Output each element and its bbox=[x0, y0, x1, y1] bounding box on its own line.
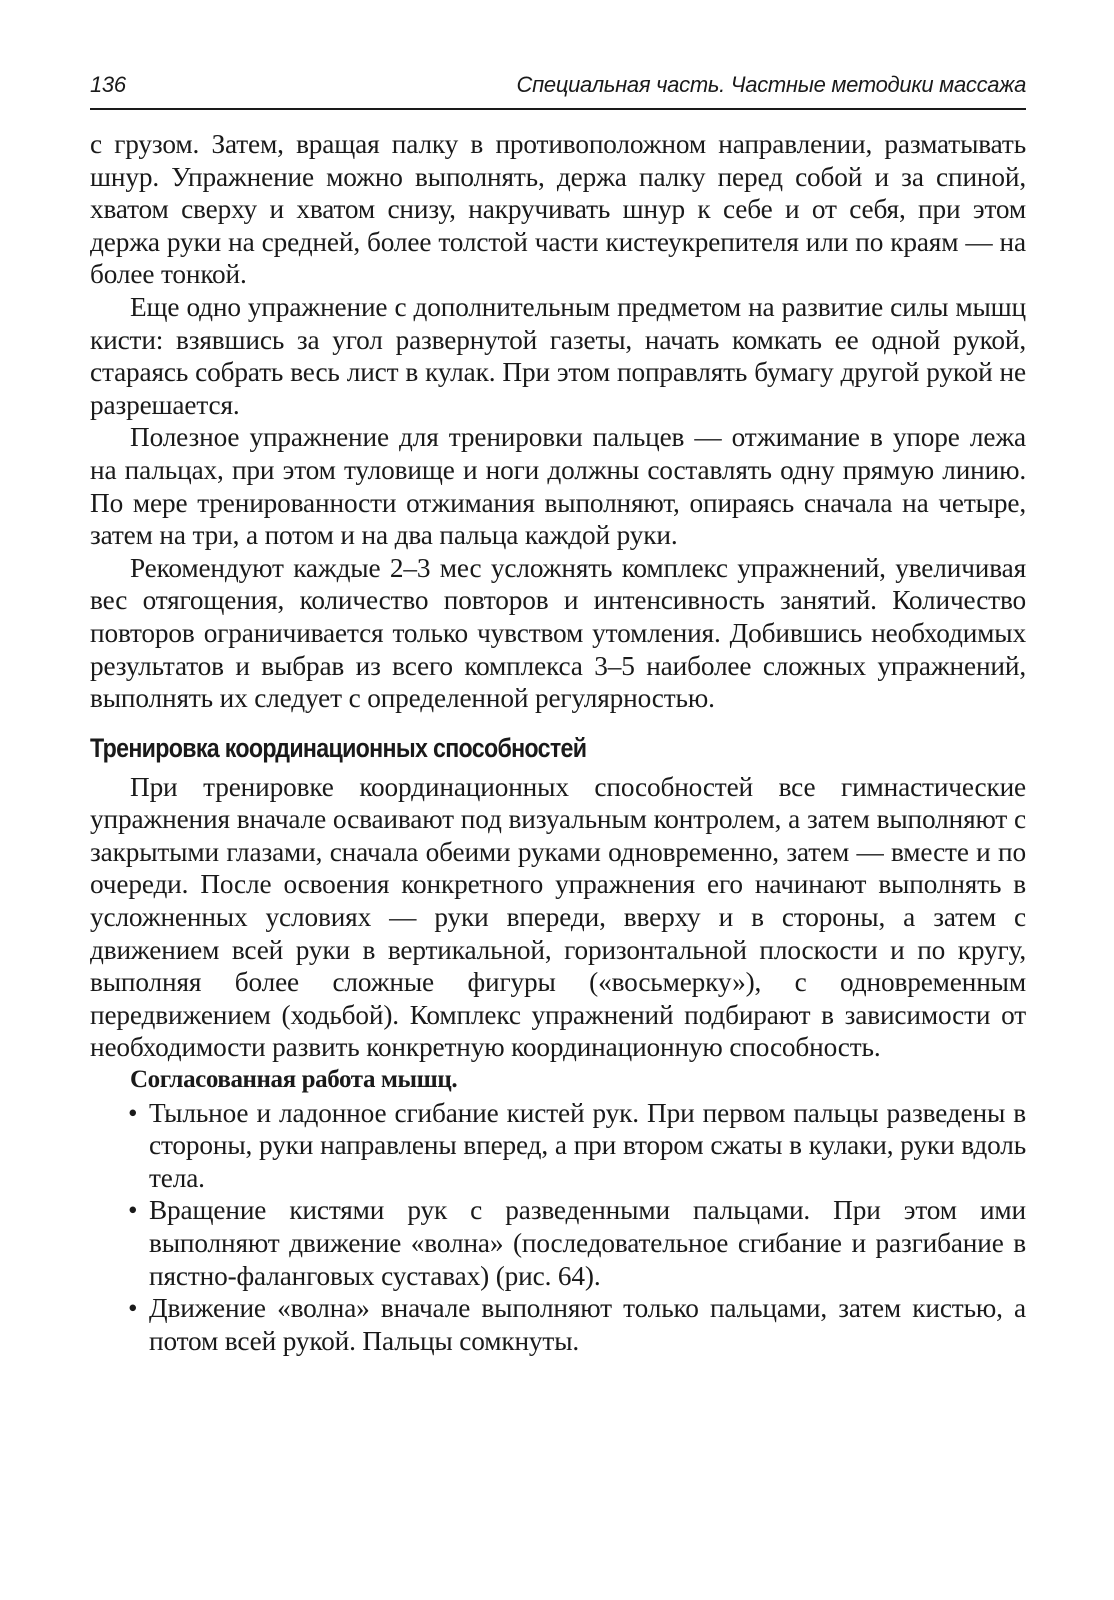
list-item bbox=[90, 1194, 1026, 1292]
running-head: Специальная часть. Частные методики массажа bbox=[516, 72, 1026, 97]
section-intro-paragraph: При тренировке координационных способностей все гимнастические упражнения вначале осваивают под визуальным контролем, а затем выполняют с закрытыми глазами, сначала обеими руками одновременно, затем — вместе и по очереди. После освоения конкретного упражнения его начинают выполнять в усложненных условиях — руки впереди, вверху и в стороны, а затем с движением всей руки в вертикальной, горизонтальной плоскости и по кругу, выполняя более сложные фигуры («восьмерку»), с одновременным передвижением (ходьбой). Комплекс упражнений подбирают в зависимости от необходимости развить конкретную координационную способность. bbox=[90, 771, 1026, 1063]
list-item bbox=[90, 1097, 1026, 1195]
paragraph: Полезное упражнение для тренировки пальцев — отжимание в упоре лежа на пальцах, при этом туловище и ноги должны составлять одну прямую линию. По мере тренированности отжимания выполняют, опираясь сначала на четыре, затем на три, а потом и на два пальца каждой руки. bbox=[90, 422, 1026, 551]
section-heading: Тренировка координационных способностей bbox=[90, 732, 587, 763]
paragraph: Рекомендуют каждые 2–3 мес усложнять комплекс упражнений, увеличивая вес отягощения, количество повторов и интенсивность занятий. Количество повторов ограничивается только чувством утомления. Добившись необходимых результатов и выбрав из всего комплекса 3–5 наиболее сложных упражнений, выполнять их следует с определенной регулярностью. bbox=[90, 552, 1026, 714]
list-item-text: Тыльное и ладонное сгибание кистей рук. При первом пальцы разведены в стороны, руки направлены вперед, а при втором сжаты в кулаки, руки вдоль тела. bbox=[149, 1097, 1026, 1193]
page-number: 136 bbox=[90, 72, 126, 97]
bullet-icon: • bbox=[128, 1293, 138, 1324]
bullet-list bbox=[90, 1097, 1026, 1358]
list-item-text: Вращение кистями рук с разведенными пальцами. При этом ими выполняют движение «волна» (последовательное сгибание и разгибание в пястно-фаланговых суставах) (рис. 64). bbox=[149, 1195, 1026, 1291]
bullet-icon: • bbox=[128, 1195, 138, 1226]
subheading: Согласованная работа мышц. bbox=[130, 1066, 458, 1094]
list-item bbox=[90, 1292, 1026, 1357]
body-text bbox=[90, 128, 1026, 1357]
bullet-icon: • bbox=[128, 1097, 138, 1128]
paragraph-continued: с грузом. Затем, вращая палку в противоположном направлении, разматывать шнур. Упражнение можно выполнять, держа палку перед собой и за спиной, хватом сверху и хватом снизу, накручивать шнур к себе и от себя, при этом держа руки на средней, более толстой части кистеукрепителя или по краям — на более тонкой. bbox=[90, 129, 1026, 290]
page-header bbox=[90, 68, 1026, 110]
list-item-text: Движение «волна» вначале выполняют только пальцами, затем кистью, а потом всей рукой. Пальцы сомкнуты. bbox=[149, 1293, 1026, 1356]
paragraph: Еще одно упражнение с дополнительным предметом на развитие силы мышц кисти: взявшись за угол развернутой газеты, начать комкать ее одной рукой, стараясь собрать весь лист в кулак. При этом поправлять бумагу другой рукой не разрешается. bbox=[90, 291, 1026, 420]
